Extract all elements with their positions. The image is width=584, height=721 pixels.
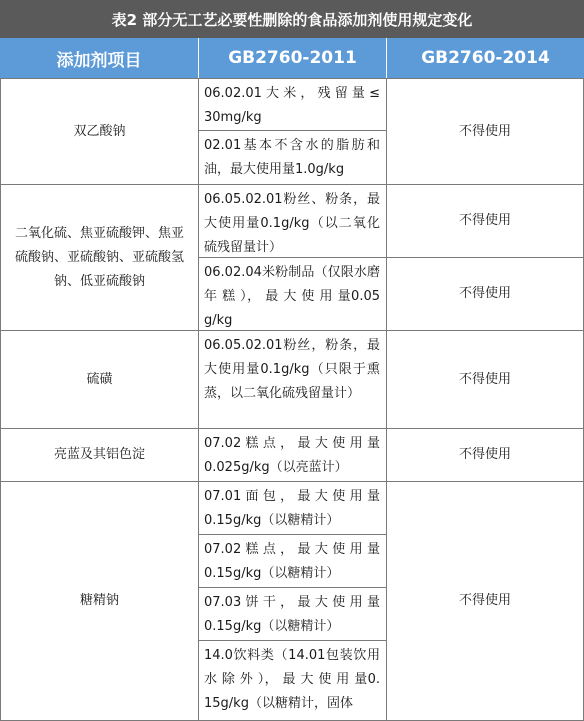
- header-gb2014: GB2760-2014: [386, 38, 584, 78]
- rule-cell: 06.02.01 大 米 ， 残 留 量 ≤30mg/kg: [198, 78, 387, 131]
- additive-name: 亮蓝及其铝色淀: [0, 428, 199, 482]
- additive-name: 二氧化硫、焦亚硫酸钾、焦亚硫酸钠、亚硫酸钠、亚硫酸氢钠、低亚硫酸钠: [0, 184, 199, 331]
- header-additive: 添加剂项目: [0, 38, 198, 78]
- additive-name: 糖精钠: [0, 481, 199, 721]
- rule-cell: 06.02.04米粉制品（仅限水磨年 糕 ）， 最 大 使 用 量0.05g/kg: [198, 257, 387, 331]
- rule-cell: 14.0饮料类（14.01包装饮用水 除 外 ）， 最 大 使 用 量0.15g/kg（以糖精计，固体: [198, 640, 387, 721]
- rule-cell: 07.03 饼 干 ， 最 大 使 用 量0.15g/kg（以糖精计）: [198, 587, 387, 641]
- status-cell: 不得使用: [386, 481, 584, 721]
- rule-cell: 07.01 面 包 ， 最 大 使 用 量0.15g/kg（以糖精计）: [198, 481, 387, 535]
- additive-name: 双乙酸钠: [0, 78, 199, 185]
- rule-cell: 02.01基本不含水的脂肪和油，最大使用量1.0g/kg: [198, 130, 387, 185]
- rule-cell: 06.05.02.01粉丝、粉条，最大使用量0.1g/kg（以二氧化硫残留量计）: [198, 184, 387, 258]
- status-cell: 不得使用: [386, 330, 584, 429]
- table-title: 表2 部分无工艺必要性删除的食品添加剂使用规定变化: [0, 0, 584, 38]
- header-gb2011: GB2760-2011: [198, 38, 386, 78]
- status-cell: 不得使用: [386, 78, 584, 185]
- additive-name: 硫磺: [0, 330, 199, 429]
- rule-cell: 07.02 糕 点 ， 最 大 使 用 量0.025g/kg（以亮蓝计）: [198, 428, 387, 482]
- rule-cell: 06.05.02.01粉丝，粉条，最大使用量0.1g/kg（只限于熏蒸，以二氧化硫残留量计）: [198, 330, 387, 429]
- status-cell: 不得使用: [386, 428, 584, 482]
- status-cell: 不得使用: [386, 257, 584, 331]
- rule-cell: 07.02 糕 点 ， 最 大 使 用 量0.15g/kg（以糖精计）: [198, 534, 387, 588]
- status-cell: 不得使用: [386, 184, 584, 258]
